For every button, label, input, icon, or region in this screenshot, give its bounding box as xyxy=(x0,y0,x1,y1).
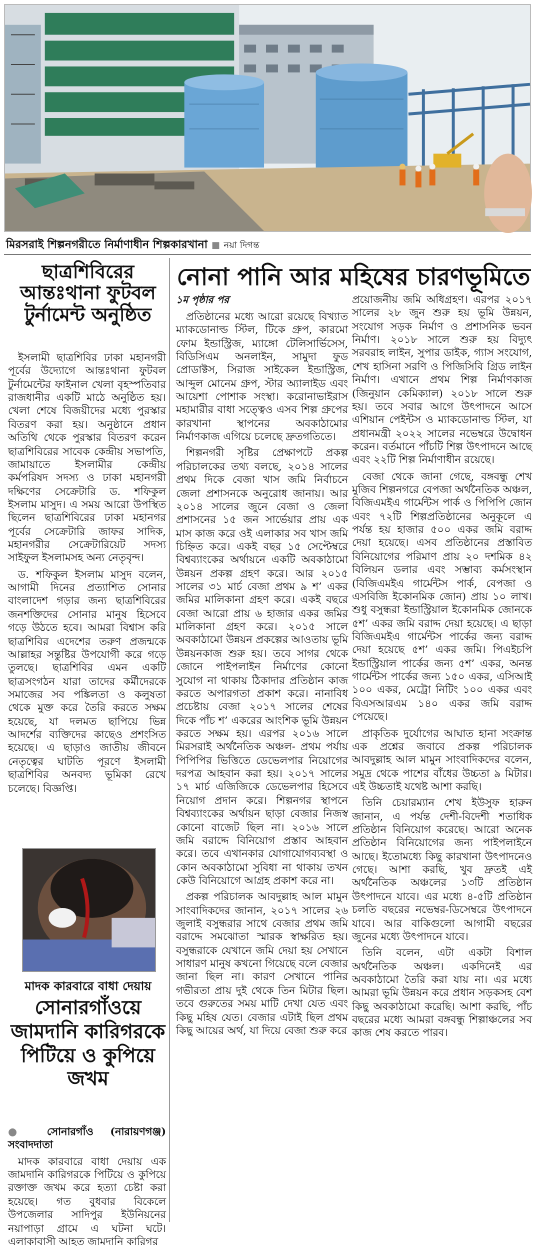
left-story-paragraph-1: ইসলামী ছাত্রশিবির ঢাকা মহানগরী পূর্বের উদ্যোগে আন্তঃথানা ফুটবল টুর্নামেন্টের ফাইনাল খেলা বৃহস্পতিবার রাজধানীর একটি মাঠে অনুষ্ঠিত হয়। খেলা শেষে বিজয়ীদের মধ্যে পুরস্কার বিতরণ করা হয়। অনুষ্ঠানে প্রধান অতিথি থেকে পুরস্কার বিতরণ করেন ছাত্রশিবিরের সাবেক কেন্দ্রীয় সভাপতি, জামায়াতে ইসলামীর কেন্দ্রীয় কর্মপরিষদ সদস্য ও ঢাকা মহানগরী দক্ষিণের সেক্রেটারি ড. শফিকুল ইসলাম মাসুদ। এ সময় আরো উপস্থিত ছিলেন ছাত্রশিবিরের ঢাকা মহানগর পূর্বের সেক্রেটারি জাফর সাদিক, মহানগরীর সেক্রেটারিয়েট সদস্য সাইফুল ইসলামসহ অন্য নেতৃবৃন্দ। xyxy=(8,352,166,565)
left-story2-byline xyxy=(8,1126,166,1151)
bullet-icon: ● xyxy=(8,1126,47,1138)
main-paragraph-4: প্রয়োজনীয় জমি অধিগ্রহণ। এরপর ২০১৭ সালের ২৮ জুন শুরু হয় ভূমি উন্নয়ন, সংযোগ সড়ক নির্মাণ ও প্রশাসনিক ভবন নির্মাণ। ২০১৮ সালে শুরু হয় বিদ্যুৎ সরবরাহ লাইন, সুপার ডাইক, গ্যাস সংযোগ, শেখ হাসিনা সরণি ও পিজিসিবি গ্রিড লাইন নির্মাণ। এখানে প্রথম শিল্প নির্মাণকাজ (জিনুয়ান কেমিক্যাল) ২০১৮ সালে শুরু হয়। তবে সবার আগে উৎপাদনে আসে এশিয়ান পেইন্টস ও ম্যাকডোনাল্ড স্টিল, যা প্রধানমন্ত্রী ২০২২ সালের নভেম্বরে উদ্বোধন করেন। বর্তমানে পাঁচটি শিল্প উৎপাদনে আছে এবং ২২টি শিল্প নির্মাণাধীন রয়েছে। xyxy=(352,294,532,467)
left-story-headline: ছাত্রশিবিরের আন্তঃথানা ফুটবল টুর্নামেন্ট অনুষ্ঠিত xyxy=(20,261,156,326)
left-story2-byline-paragraph xyxy=(8,1126,166,1153)
byline-text: সোনারগাঁও (নারায়ণগঞ্জ) সংবাদদাতা xyxy=(8,1126,166,1152)
left-story-paragraph-2: ড. শফিকুল ইসলাম মাসুদ বলেন, আগামী দিনের প্রত্যাশিত সোনার বাংলাদেশ গড়ার জন্য ছাত্রশিবিরের জনশক্তিদের সোনার মানুষ হিসেবে গড়ে উঠতে হবে। আমরা বিশ্বাস করি ছাত্রশিবির এদেশের তরুণ প্রজন্মকে আল্লাহর সন্তুষ্টির উপযোগী করে গড়ে তুলছে। ছাত্রশিবির এমন একটি ছাত্রসংগঠন যারা তাদের কর্মীদেরকে সমাজের সব পঙ্কিলতা ও কলুষতা থেকে মুক্ত করে তৈরি করতে সক্ষম হয়েছে, যা দলমত ছাপিয়ে ভিন্ন আদর্শের ব্যক্তিদের কাছেও প্রশংসিত হয়েছে। এ ছাড়াও জাতীয় জীবনে নেতৃত্বের ঘাটতি পূরণে ইসলামী ছাত্রশিবির অনবদ্য ভূমিকা রেখে চলেছে। বিজ্ঞপ্তি। xyxy=(8,568,166,795)
main-paragraph-8: তিনি বলেন, এটা একটা বিশাল অর্থনৈতিক অঞ্চল। একদিনেই এর অবকাঠামো তৈরি করা যায় না। এর মধ্যে আমরা ভূমি উন্নয়ন করে প্রধান সড়কসহ বেশ কিছু অবকাঠামো করেছি। আশা করছি, পাঁচ বছরের মধ্যে আমরা বঙ্গবন্ধু শিল্পাঞ্চলের সব কাজ শেষ করতে পারব। xyxy=(352,947,532,1040)
left-story2-shoulder: মাদক কারবারে বাধা দেয়ায় xyxy=(24,979,152,993)
main-story-column-2 xyxy=(352,294,532,1222)
left-story-body xyxy=(8,352,166,838)
main-story-column-1 xyxy=(176,294,348,1222)
left-story2-headline: সোনারগাঁওয়ে জামদানি কারিগরকে পিটিয়ে ও কুপিয়ে জখম xyxy=(10,996,166,1091)
jump-label xyxy=(176,294,348,308)
main-paragraph-2: শিল্পনগরী সৃষ্টির প্রেক্ষাপটে প্রকল্প পরিচালকের তথ্য বলছে, ২০১৪ সালের প্রথম দিকে বেজা খাস জমি নির্বাচনে জেলা প্রশাসনকে অনুরোধ জানায়। আর ২০১৪ সালের জুনে বেজা ও জেলা প্রশাসনের ১৫ জন সার্ভেয়ার প্রায় এক মাস কাজ করে ওই এলাকার সব খাস জমি চিহ্নিত করে। একই বছর ১৫ সেপ্টেম্বরে বিশ্বব্যাংকের অর্থায়নে একটি অবকাঠামো উন্নয়ন প্রকল্প গ্রহণ করে। আর ২০১৫ সালের ৩১ মার্চ বেজা প্রথম ৯ শ’ একর জমির মালিকানা গ্রহণ করে। একই বছরে বেজা আরো প্রায় ৬ হাজার একর জমির মালিকানা গ্রহণ করে। ২০১৫ সালে অবকাঠামো উন্নয়ন প্রকল্পের আওতায় ভূমি উন্নয়নকাজ শুরু হয়। তবে সাগর থেকে জোনে পাইপলাইন নির্মাণের কোনো সুযোগ না থাকায় ঠিকাদার প্রতিষ্ঠান কাজ করতে অপারগতা প্রকাশ করে। নানাবিধ প্রচেষ্টায় বেজা ২০১৭ সালের শেষের দিকে পাঁচ শ’ একরের আংশিক ভূমি উন্নয়ন করতে সক্ষম হয়। এরপর ২০১৬ সালে মিরসরাই অর্থনৈতিক অঞ্চল- প্রথম পর্যায় পিপিপির ভিত্তিতে ডেভেলপার নিয়োগের দরপত্র আহবান করা হয়। ২০১৭ সালের ১৭ মার্চ এজিজিকে ডেভেলপার হিসেবে নিয়োগ প্রদান করে। শিল্পনগর স্থাপনে বিশ্বব্যাংকের অর্থায়ন ছাড়া বেজার নিজস্ব কোনো বাজেট ছিল না। ২০১৬ সালে জমি বরাদ্দে বিনিয়োগ প্রস্তাব আহবান করে। তবে এখানকার যোগাযোগব্যবস্থা ও কোন অবকাঠামো সুবিধা না থাকায় তখন কেউ বিনিয়োগে আগ্রহ প্রকাশ করে না। xyxy=(176,447,348,887)
left-story2-paragraph: মাদক কারবারে বাধা দেয়ায় এক জামদানি কারিগরকে পিটিয়ে ও কুপিয়ে রক্তাক্ত জখম করে হত্যা চেষ্টা করা হয়েছে। গত বুধবার বিকেলে উপজেলার সাদিপুর ইউনিয়নের নয়াপাড়া গ্রামে এ ঘটনা ঘটে। এলাকাবাসী আহত জামদানি কারিগর xyxy=(8,1155,166,1248)
main-paragraph-5: বেজা থেকে জানা গেছে, বঙ্গবন্ধু শেখ মুজিব শিল্পনগরে বেপজা অর্থনৈতিক অঞ্চল, বিজিএমইএ গার্মেন্টস পার্ক ও পিপিপি জোন এবং ৭২টি শিল্পপ্রতিষ্ঠানের অনুকূলে এ পর্যন্ত হয় হাজার ৫০০ একর জমি বরাদ্দ দেয়া হয়েছে। এসব প্রতিষ্ঠানের প্রস্তাবিত বিনিয়োগের পরিমাণ প্রায় ২০ দশমিক ৪২ বিলিয়ন ডলার এবং সম্ভাব্য কর্মসংস্থান (বিজিএমইএ গার্মেন্টস পার্ক, বেপজা ও এসবিজি ইকোনমিক জোন) প্রায় ১০ লাখ। শুধু বসুন্ধরা ইন্ডাস্ট্রিয়াল ইকোনমিক জোনকে ৫শ’ একর জমি বরাদ্দ দেয়া হয়েছে। এ ছাড়া বিজিএমইএ গার্মেন্টস পার্কের জন্য বরাদ্দ দেয়া হয়েছে ৫শ’ একর জমি। পিএইচপি ইন্ডাস্ট্রিয়াল পার্কের জন্য ৫শ’ একর, অনন্ত গার্মেন্টস পার্কের জন্য ১৫০ একর, এসিআই ১০০ একর, মেট্রো নিটিং ১০০ একর এবং বিএসআরএম ১৪০ একর জমি বরাদ্দ পেয়েছে। xyxy=(352,470,532,724)
construction-photo xyxy=(4,4,531,232)
column-divider xyxy=(169,258,170,1222)
photo-caption xyxy=(6,236,529,255)
caption-separator-icon: ■ xyxy=(211,241,220,251)
section-divider xyxy=(4,254,531,255)
main-paragraph-7: তিনি চেয়ারম্যান শেখ ইউসুফ হারুন জানান, এ পর্যন্ত দেশী-বিদেশী শতাধিক প্রতিষ্ঠান বিনিয়োগ করেছে। আরো অনেক প্রতিষ্ঠান বিনিয়োগের জন্য পাইপলাইনে আছে। ইতোমধ্যে কিছু কারখানা উৎপাদনেও গেছে। আশা করছি, খুব দ্রুতই এই অর্থনৈতিক অঞ্চলের ১৩টি প্রতিষ্ঠান উৎপাদনে যাবে। এর মধ্যে ৪-৫টি প্রতিষ্ঠান চলতি বছরের নভেম্বর-ডিসেম্বরে উৎপাদনে যাবে। আর বাকিগুলো আগামী বছরের জুনের মধ্যে উৎপাদনে যাবে। xyxy=(352,797,532,943)
left-story2-body xyxy=(8,1126,166,1248)
main-story-headline: নোনা পানি আর মহিষের চারণভূমিতে xyxy=(176,263,531,291)
main-paragraph-3: প্রকল্প পরিচালক আবদুল্লাহ আল মামুন সাংবাদিকদের জানান, ২০১৭ সালের ২৬ জুলাই বসুন্ধরার সাথে বেজার প্রথম জমি বরাদ্দে সমঝোতা স্মারক স্বাক্ষরিত হয়। বসুন্ধরাকে যেখানে জমি দেয়া হয় সেখানে সাধারণ মানুষ কখনো গিয়েছে বলে বেজার জানা ছিল না। কারণ সেখানে পানির গভীরতা প্রায় দুই থেকে তিন মিটার ছিল। তবে গুরুতের সময় মাটি দেখা যেত এবং কিছু মহিষ যেত। বেজার এটাই ছিল প্রথম কিছু আয়ের অর্থ, যা দিয়ে বেজা শুরু করে xyxy=(176,891,348,1037)
injured-victim-photo xyxy=(22,848,156,972)
caption-text: মিরসরাই শিল্পনগরীতে নির্মাণাধীন শিল্পকারখানা xyxy=(6,238,208,251)
main-paragraph-1: প্রতিষ্ঠানের মধ্যে আরো রয়েছে বিখ্যাত ম্যাকডোনাল্ড স্টিল, টিকে গ্রুপ, কারমো ফোম ইন্ডাস্ট্রিজ, ম্যাঙ্গো টেলিসার্ভিসেস, বিডিসিএম অনলাইন, সামুদা ফুড প্রোডাক্টস, সিরাজ সাইকেল ইন্ডাস্ট্রিজ, আব্দুল মোনেম গ্রুপ, স্টার অ্যালাইড এবং আয়েশা পোশাক সংস্থা। করোনাভাইরাস মহামারীর বাধা সত্ত্বেও এসব শিল্প গ্রুপের কারখানা স্থাপনের অবকাঠামোর নির্মাণকাজ এগিয়ে চলেছে দ্রুতগতিতে। xyxy=(176,310,348,444)
jump-label-text: ১ম পৃষ্ঠার পর xyxy=(176,295,229,306)
caption-credit: নয়া দিগন্ত xyxy=(223,241,260,251)
main-paragraph-6: প্রাকৃতিক দুর্যোগের আঘাত হানা সংক্রান্ত এক প্রশ্নের জবাবে প্রকল্প পরিচালক আবদুল্লাহ আল মামুন সাংবাদিকদের বলেন, সমুদ্র থেকে পাশের বাঁধের উচ্চতা ৯ মিটার। এই উচ্চতাই যথেষ্ট আশা করছি। xyxy=(352,727,532,793)
